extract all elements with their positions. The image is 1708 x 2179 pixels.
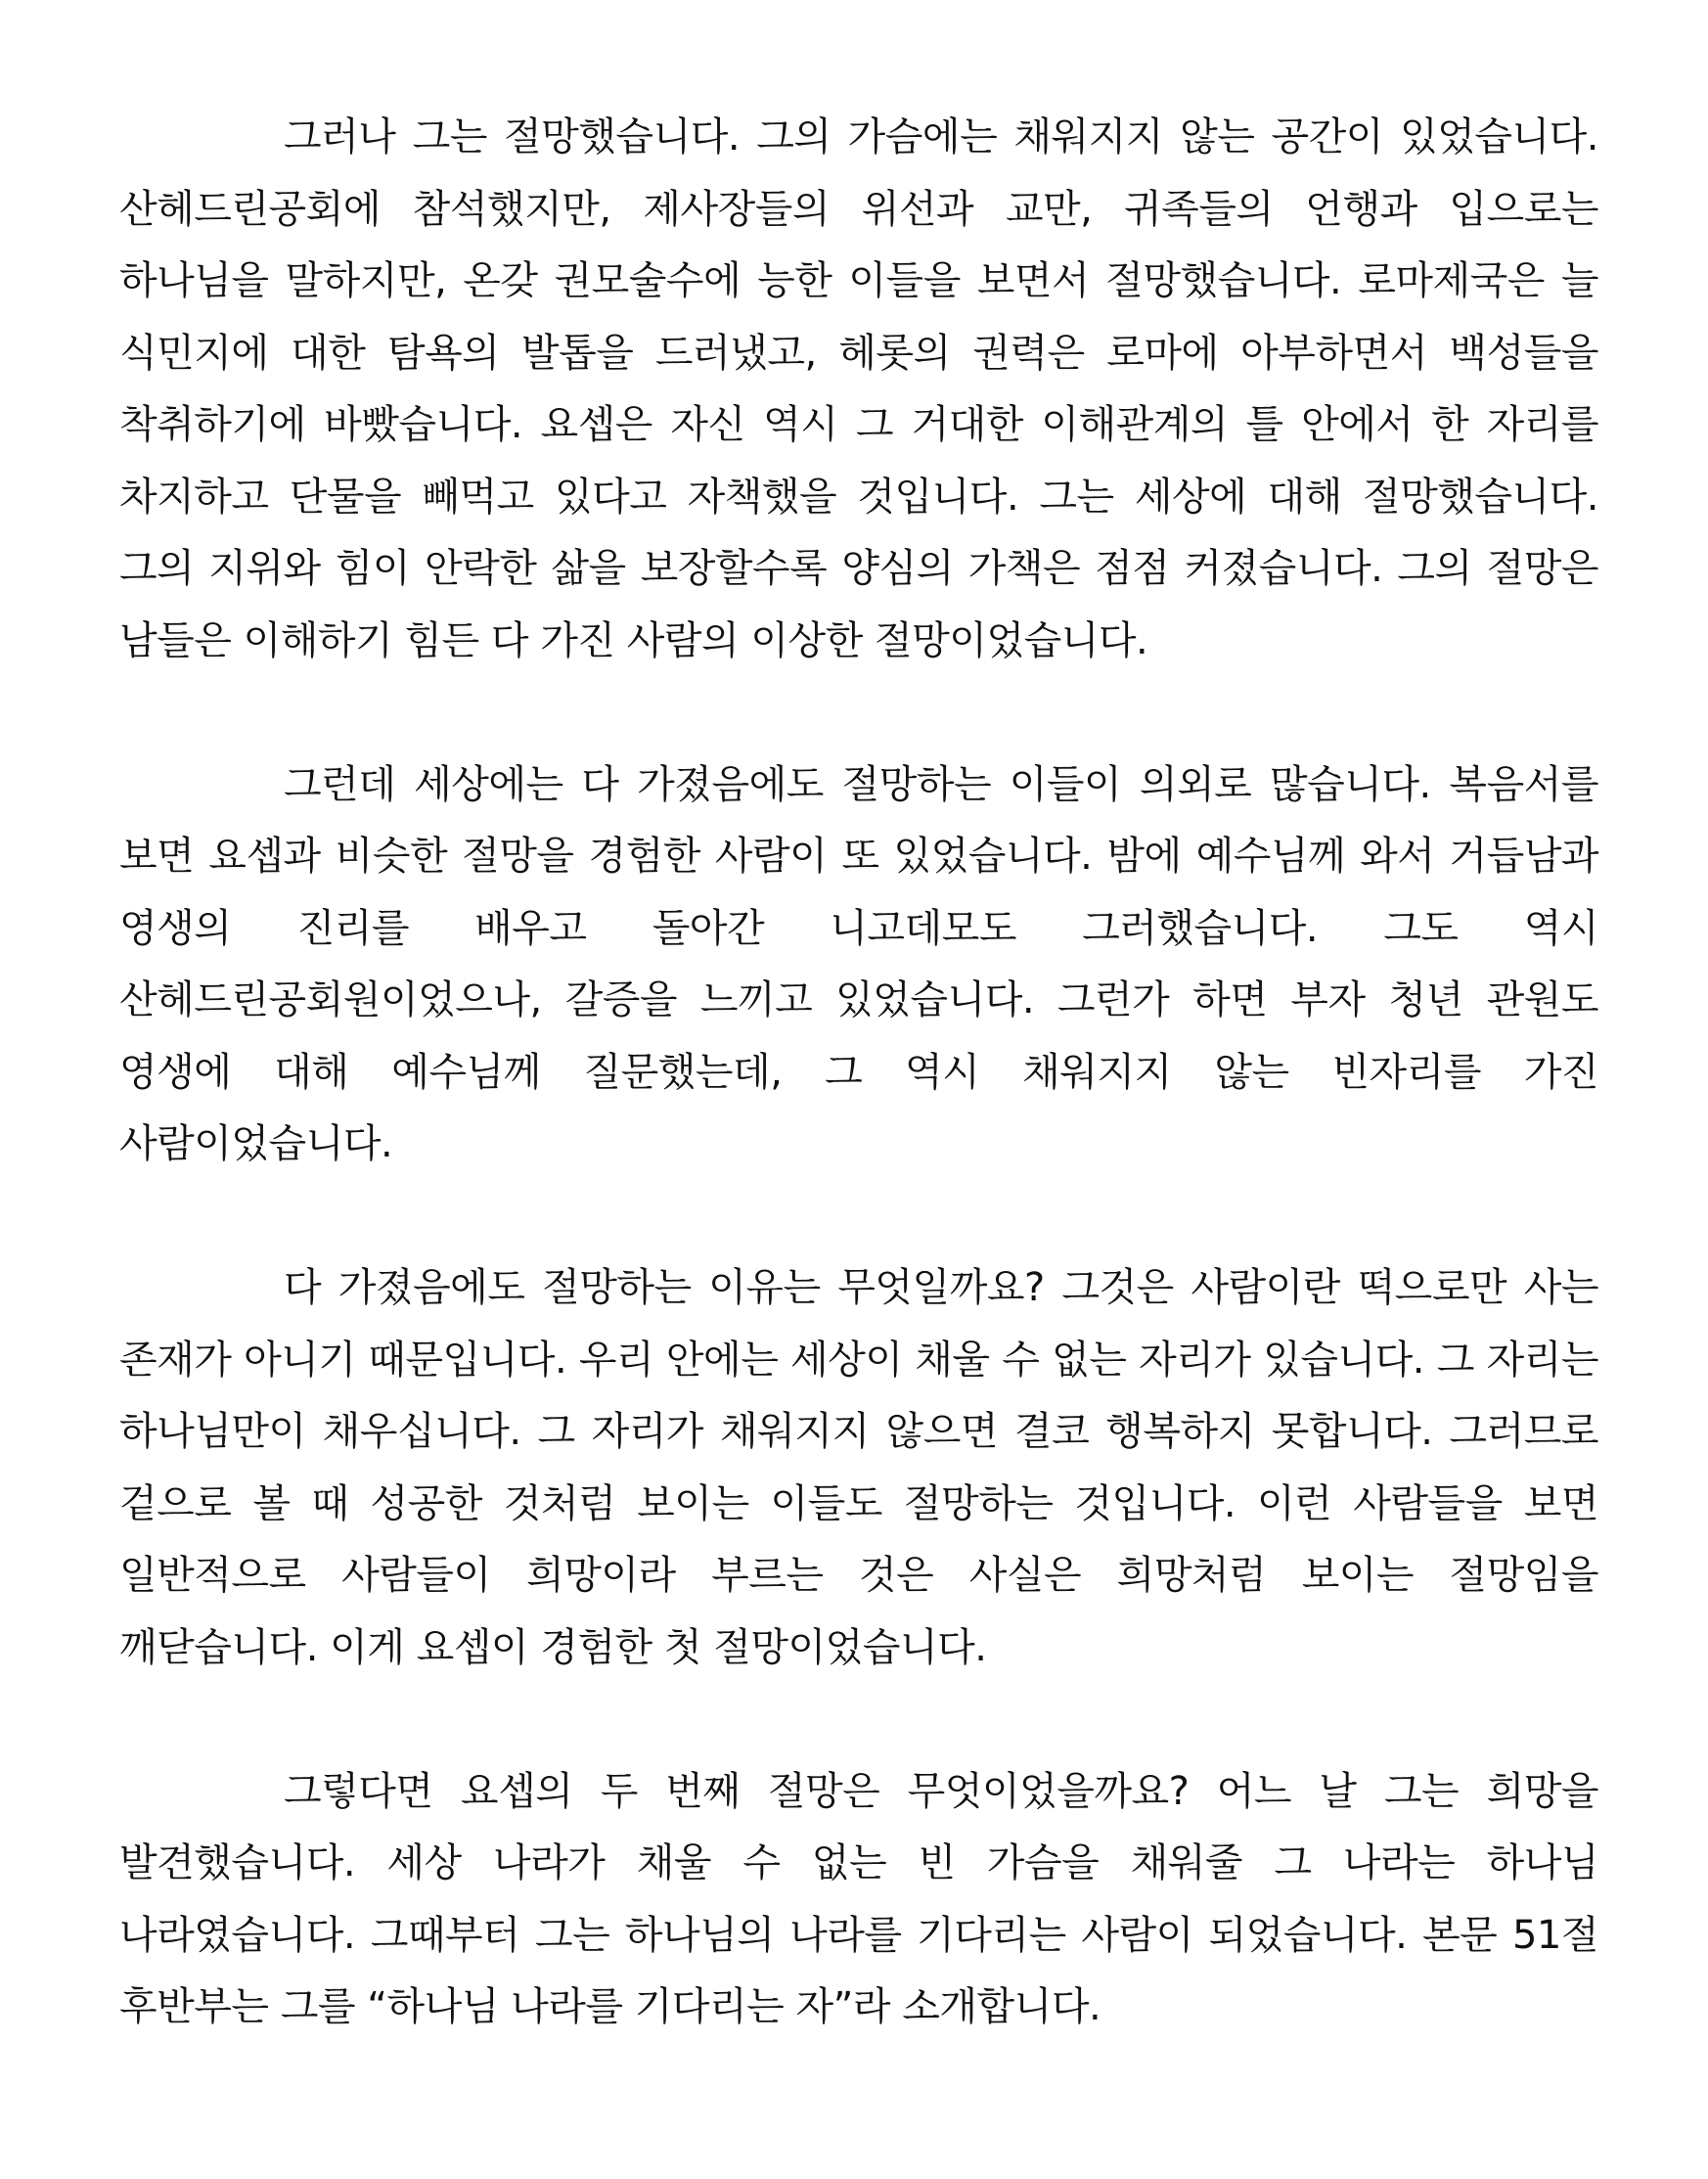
paragraph-3: 다 가졌음에도 절망하는 이유는 무엇일까요? 그것은 사람이란 떡으로만 사는 존재가 아니기 때문입니다. 우리 안에는 세상이 채울 수 없는 자리가 있습니다. 그 자리는 하나님만이 채우십니다. 그 자리가 채워지지 않으면 결코 행복하지 못합니다. 그러므로 겉으로 볼 때 성공한 것처럼 보이는 이들도 절망하는 것입니다. 이런 사람들을 보면 일반적으로 사람들이 희망이라 부르는 것은 사실은 희망처럼 보이는 절망임을 깨닫습니다. 이게 요셉이 경험한 첫 절망이었습니다. bbox=[119, 1265, 1598, 1670]
document-page bbox=[119, 102, 1598, 2044]
paragraph-2: 그런데 세상에는 다 가졌음에도 절망하는 이들이 의외로 많습니다. 복음서를 보면 요셉과 비슷한 절망을 경험한 사람이 또 있었습니다. 밤에 예수님께 와서 거듭남과 영생의 진리를 배우고 돌아간 니고데모도 그러했습니다. 그도 역시 산헤드린공회원이었으나, 갈증을 느끼고 있었습니다. 그런가 하면 부자 청년 관원도 영생에 대해 예수님께 질문했는데, 그 역시 채워지지 않는 빈자리를 가진 사람이었습니다. bbox=[119, 761, 1598, 1166]
paragraph-1: 그러나 그는 절망했습니다. 그의 가슴에는 채워지지 않는 공간이 있었습니다. 산헤드린공회에 참석했지만, 제사장들의 위선과 교만, 귀족들의 언행과 입으로는 하나님을 말하지만, 온갖 권모술수에 능한 이들을 보면서 절망했습니다. 로마제국은 늘 식민지에 대한 탐욕의 발톱을 드러냈고, 헤롯의 권력은 로마에 아부하면서 백성들을 착취하기에 바빴습니다. 요셉은 자신 역시 그 거대한 이해관계의 틀 안에서 한 자리를 차지하고 단물을 빼먹고 있다고 자책했을 것입니다. 그는 세상에 대해 절망했습니다. 그의 지위와 힘이 안락한 삶을 보장할수록 양심의 가책은 점점 커졌습니다. 그의 절망은 남들은 이해하기 힘든 다 가진 사람의 이상한 절망이었습니다. bbox=[119, 114, 1598, 663]
paragraph-4: 그렇다면 요셉의 두 번째 절망은 무엇이었을까요? 어느 날 그는 희망을 발견했습니다. 세상 나라가 채울 수 없는 빈 가슴을 채워줄 그 나라는 하나님 나라였습니다. 그때부터 그는 하나님의 나라를 기다리는 사람이 되었습니다. 본문 51절 후반부는 그를 “하나님 나라를 기다리는 자”라 소개합니다. bbox=[119, 1768, 1598, 2029]
